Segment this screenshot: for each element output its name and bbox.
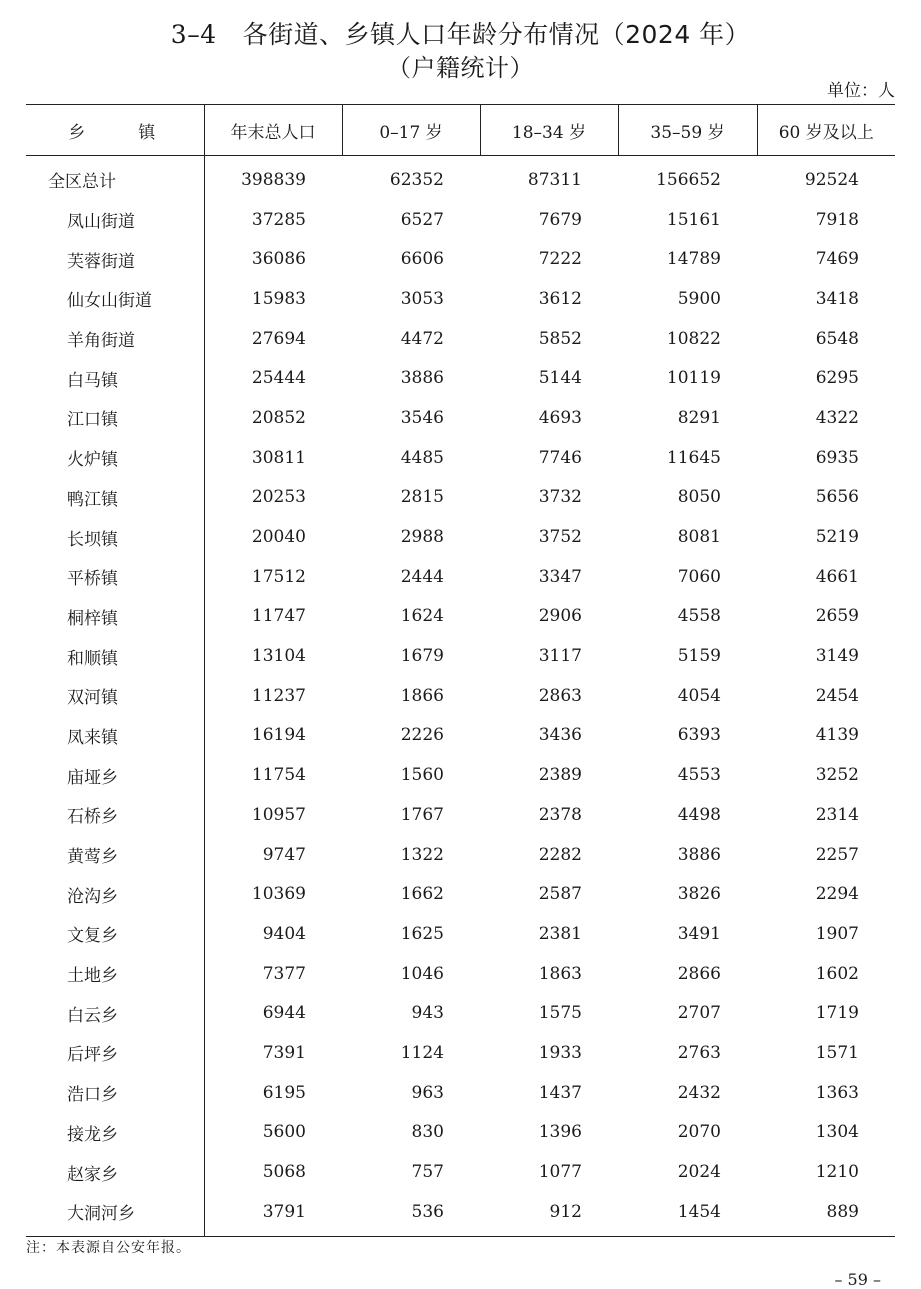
cell-age-60-plus: 889 <box>757 1192 895 1236</box>
cell-total: 9404 <box>262 923 306 944</box>
cell-total: 11237 <box>251 685 306 706</box>
column-header-total: 年末总人口 <box>204 105 342 156</box>
cell-age-60-plus: 3252 <box>815 765 859 786</box>
cell-total: 11754 <box>251 765 306 786</box>
row-name: 双河镇 <box>26 676 204 716</box>
table-body <box>26 156 895 1237</box>
table-row <box>26 954 895 994</box>
table-row <box>26 1033 895 1073</box>
row-name: 桐梓镇 <box>26 597 204 637</box>
cell-total: 6195 <box>262 1082 306 1103</box>
cell-age-0-17: 1767 <box>400 804 444 825</box>
column-header-age-35-59: 35–59 岁 <box>618 105 757 156</box>
cell-age-18-34: 3436 <box>538 725 582 746</box>
table-row <box>26 557 895 597</box>
column-header-township: 乡 镇 <box>26 105 204 156</box>
cell-total: 27694 <box>251 328 306 349</box>
cell-total: 10957 <box>251 804 306 825</box>
cell-age-35-59: 1454 <box>618 1192 757 1236</box>
cell-age-0-17: 943 <box>411 1003 444 1024</box>
table-row <box>26 795 895 835</box>
cell-total: 15983 <box>251 288 306 309</box>
cell-age-18-34: 3732 <box>538 487 582 508</box>
cell-age-18-34: 2906 <box>538 606 582 627</box>
cell-age-0-17: 1662 <box>400 884 444 905</box>
cell-age-0-17: 3886 <box>400 368 444 389</box>
row-name: 鸭江镇 <box>26 478 204 518</box>
cell-age-18-34: 7746 <box>538 447 582 468</box>
row-name: 浩口乡 <box>26 1073 204 1113</box>
cell-age-60-plus: 4139 <box>815 725 859 746</box>
table-row <box>26 438 895 478</box>
cell-age-60-plus: 1719 <box>815 1003 859 1024</box>
cell-total: 20253 <box>251 487 306 508</box>
cell-age-18-34: 5144 <box>538 368 582 389</box>
cell-age-0-17: 62352 <box>389 169 444 190</box>
cell-age-18-34: 3117 <box>538 646 582 667</box>
row-name: 黄莺乡 <box>26 835 204 875</box>
cell-age-0-17: 1046 <box>400 963 444 984</box>
cell-age-35-59: 5159 <box>677 646 721 667</box>
cell-age-18-34: 7679 <box>538 209 582 230</box>
cell-total: 36086 <box>251 249 306 270</box>
cell-age-35-59: 6393 <box>677 725 721 746</box>
cell-age-18-34: 2378 <box>538 804 582 825</box>
cell-age-35-59: 10822 <box>666 328 721 349</box>
row-name: 和顺镇 <box>26 636 204 676</box>
unit-label: 单位：人 <box>827 81 895 101</box>
population-age-table <box>26 104 895 1237</box>
table-row <box>26 716 895 756</box>
cell-age-0-17: 1625 <box>400 923 444 944</box>
page-number: – 59 – <box>834 1270 881 1289</box>
row-name: 平桥镇 <box>26 557 204 597</box>
table-row <box>26 319 895 359</box>
cell-age-60-plus: 6935 <box>815 447 859 468</box>
cell-age-0-17: 3546 <box>400 407 444 428</box>
cell-total: 17512 <box>251 566 306 587</box>
cell-age-35-59: 4498 <box>677 804 721 825</box>
cell-age-60-plus: 1571 <box>815 1042 859 1063</box>
cell-total: 398839 <box>241 169 306 190</box>
cell-age-35-59: 5900 <box>677 288 721 309</box>
cell-age-35-59: 14789 <box>666 249 721 270</box>
column-header-age-18-34: 18–34 岁 <box>480 105 618 156</box>
row-name: 白马镇 <box>26 358 204 398</box>
row-name: 后坪乡 <box>26 1033 204 1073</box>
cell-total: 7391 <box>262 1042 306 1063</box>
cell-age-60-plus: 7469 <box>815 249 859 270</box>
cell-age-35-59: 2070 <box>677 1122 721 1143</box>
row-name: 沧沟乡 <box>26 874 204 914</box>
cell-age-18-34: 3612 <box>538 288 582 309</box>
cell-age-0-17: 6606 <box>400 249 444 270</box>
cell-age-18-34: 1933 <box>538 1042 582 1063</box>
cell-total: 5600 <box>262 1122 306 1143</box>
table-row <box>26 200 895 240</box>
cell-age-35-59: 2024 <box>677 1162 721 1183</box>
title-main: 各街道、乡镇人口年龄分布情况（2024 年） <box>242 20 751 49</box>
cell-age-60-plus: 3149 <box>815 646 859 667</box>
cell-total: 20040 <box>251 527 306 548</box>
cell-total: 10369 <box>251 884 306 905</box>
cell-age-18-34: 7222 <box>538 249 582 270</box>
table-row <box>26 1073 895 1113</box>
table-row <box>26 1192 895 1236</box>
cell-age-18-34: 3347 <box>538 566 582 587</box>
table-row <box>26 517 895 557</box>
cell-age-0-17: 830 <box>411 1122 444 1143</box>
table-row <box>26 358 895 398</box>
total-row <box>26 156 895 200</box>
cell-age-35-59: 10119 <box>666 368 721 389</box>
row-name: 凤来镇 <box>26 716 204 756</box>
cell-age-60-plus: 4661 <box>815 566 859 587</box>
table-title <box>0 18 921 84</box>
cell-age-0-17: 1624 <box>400 606 444 627</box>
cell-total: 30811 <box>251 447 306 468</box>
cell-age-18-34: 4693 <box>538 407 582 428</box>
cell-age-0-17: 6527 <box>400 209 444 230</box>
cell-age-35-59: 156652 <box>656 169 721 190</box>
cell-age-60-plus: 92524 <box>804 169 859 190</box>
cell-total: 11747 <box>251 606 306 627</box>
table-row <box>26 874 895 914</box>
cell-age-60-plus: 1602 <box>815 963 859 984</box>
row-name: 庙垭乡 <box>26 755 204 795</box>
row-name: 文复乡 <box>26 914 204 954</box>
cell-age-18-34: 1863 <box>538 963 582 984</box>
row-name: 仙女山街道 <box>26 279 204 319</box>
row-name: 赵家乡 <box>26 1152 204 1192</box>
cell-age-18-34: 2389 <box>538 765 582 786</box>
cell-total: 6944 <box>262 1003 306 1024</box>
row-name: 江口镇 <box>26 398 204 438</box>
cell-age-60-plus: 4322 <box>815 407 859 428</box>
cell-total: 7377 <box>262 963 306 984</box>
cell-age-18-34: 3752 <box>538 527 582 548</box>
row-name: 长坝镇 <box>26 517 204 557</box>
table-row <box>26 279 895 319</box>
cell-total: 25444 <box>251 368 306 389</box>
cell-age-60-plus: 1907 <box>815 923 859 944</box>
cell-age-18-34: 2863 <box>538 685 582 706</box>
cell-age-35-59: 2707 <box>677 1003 721 1024</box>
cell-age-60-plus: 1363 <box>815 1082 859 1103</box>
cell-age-0-17: 1124 <box>400 1042 444 1063</box>
table-row <box>26 835 895 875</box>
row-name: 石桥乡 <box>26 795 204 835</box>
cell-age-18-34: 87311 <box>527 169 582 190</box>
cell-age-0-17: 2815 <box>400 487 444 508</box>
table-row <box>26 993 895 1033</box>
row-name: 接龙乡 <box>26 1113 204 1153</box>
cell-age-0-17: 536 <box>342 1192 480 1236</box>
table-row <box>26 636 895 676</box>
cell-age-18-34: 1437 <box>538 1082 582 1103</box>
cell-total: 20852 <box>251 407 306 428</box>
cell-age-0-17: 757 <box>411 1162 444 1183</box>
row-name: 火炉镇 <box>26 438 204 478</box>
header-row <box>26 105 895 156</box>
cell-total: 5068 <box>262 1162 306 1183</box>
cell-age-35-59: 8291 <box>677 407 721 428</box>
cell-age-60-plus: 1210 <box>815 1162 859 1183</box>
cell-total: 3791 <box>204 1192 342 1236</box>
cell-age-35-59: 7060 <box>677 566 721 587</box>
table-row <box>26 676 895 716</box>
source-note: 注：本表源自公安年报。 <box>26 1240 191 1256</box>
table-row <box>26 1113 895 1153</box>
cell-age-35-59: 8050 <box>677 487 721 508</box>
cell-age-35-59: 2866 <box>677 963 721 984</box>
title-line-2: （户籍统计） <box>387 54 534 82</box>
cell-age-0-17: 4472 <box>400 328 444 349</box>
cell-age-35-59: 8081 <box>677 527 721 548</box>
cell-age-18-34: 1396 <box>538 1122 582 1143</box>
row-name: 羊角街道 <box>26 319 204 359</box>
cell-age-60-plus: 2294 <box>815 884 859 905</box>
cell-age-35-59: 4553 <box>677 765 721 786</box>
cell-age-18-34: 2381 <box>538 923 582 944</box>
cell-age-0-17: 3053 <box>400 288 444 309</box>
cell-age-18-34: 912 <box>480 1192 618 1236</box>
row-name: 芙蓉街道 <box>26 239 204 279</box>
table-row <box>26 398 895 438</box>
cell-age-0-17: 2988 <box>400 527 444 548</box>
cell-age-60-plus: 2659 <box>815 606 859 627</box>
cell-age-60-plus: 7918 <box>815 209 859 230</box>
table-row <box>26 914 895 954</box>
cell-age-60-plus: 5656 <box>815 487 859 508</box>
column-header-age-0-17: 0–17 岁 <box>342 105 480 156</box>
cell-age-35-59: 4054 <box>677 685 721 706</box>
cell-age-35-59: 2763 <box>677 1042 721 1063</box>
cell-age-0-17: 1322 <box>400 844 444 865</box>
table-row <box>26 239 895 279</box>
cell-age-18-34: 2587 <box>538 884 582 905</box>
cell-age-18-34: 2282 <box>538 844 582 865</box>
cell-age-60-plus: 5219 <box>815 527 859 548</box>
row-name: 全区总计 <box>26 156 204 200</box>
cell-age-35-59: 4558 <box>677 606 721 627</box>
cell-age-60-plus: 6295 <box>815 368 859 389</box>
cell-age-35-59: 15161 <box>666 209 721 230</box>
cell-age-60-plus: 3418 <box>815 288 859 309</box>
cell-age-0-17: 1560 <box>400 765 444 786</box>
cell-age-35-59: 3886 <box>677 844 721 865</box>
row-name: 土地乡 <box>26 954 204 994</box>
cell-age-60-plus: 2257 <box>815 844 859 865</box>
table-header <box>26 105 895 156</box>
cell-age-60-plus: 2314 <box>815 804 859 825</box>
cell-age-60-plus: 6548 <box>815 328 859 349</box>
table-row <box>26 755 895 795</box>
cell-age-0-17: 2226 <box>400 725 444 746</box>
cell-age-0-17: 4485 <box>400 447 444 468</box>
cell-age-60-plus: 2454 <box>815 685 859 706</box>
cell-age-35-59: 3491 <box>677 923 721 944</box>
cell-age-35-59: 11645 <box>666 447 721 468</box>
row-name: 白云乡 <box>26 993 204 1033</box>
cell-age-35-59: 3826 <box>677 884 721 905</box>
cell-total: 37285 <box>251 209 306 230</box>
cell-age-35-59: 2432 <box>677 1082 721 1103</box>
cell-age-0-17: 1679 <box>400 646 444 667</box>
table-row <box>26 478 895 518</box>
cell-age-18-34: 1575 <box>538 1003 582 1024</box>
table-row <box>26 597 895 637</box>
cell-age-0-17: 2444 <box>400 566 444 587</box>
row-name: 大洞河乡 <box>26 1192 204 1236</box>
cell-age-0-17: 963 <box>411 1082 444 1103</box>
cell-age-18-34: 5852 <box>538 328 582 349</box>
table-number: 3–4 <box>170 20 217 49</box>
cell-total: 13104 <box>251 646 306 667</box>
cell-age-18-34: 1077 <box>538 1162 582 1183</box>
title-line-1 <box>0 18 921 52</box>
cell-total: 16194 <box>251 725 306 746</box>
cell-age-0-17: 1866 <box>400 685 444 706</box>
table-row <box>26 1152 895 1192</box>
row-name: 凤山街道 <box>26 200 204 240</box>
column-header-age-60-plus: 60 岁及以上 <box>757 105 895 156</box>
cell-total: 9747 <box>262 844 306 865</box>
cell-age-60-plus: 1304 <box>815 1122 859 1143</box>
